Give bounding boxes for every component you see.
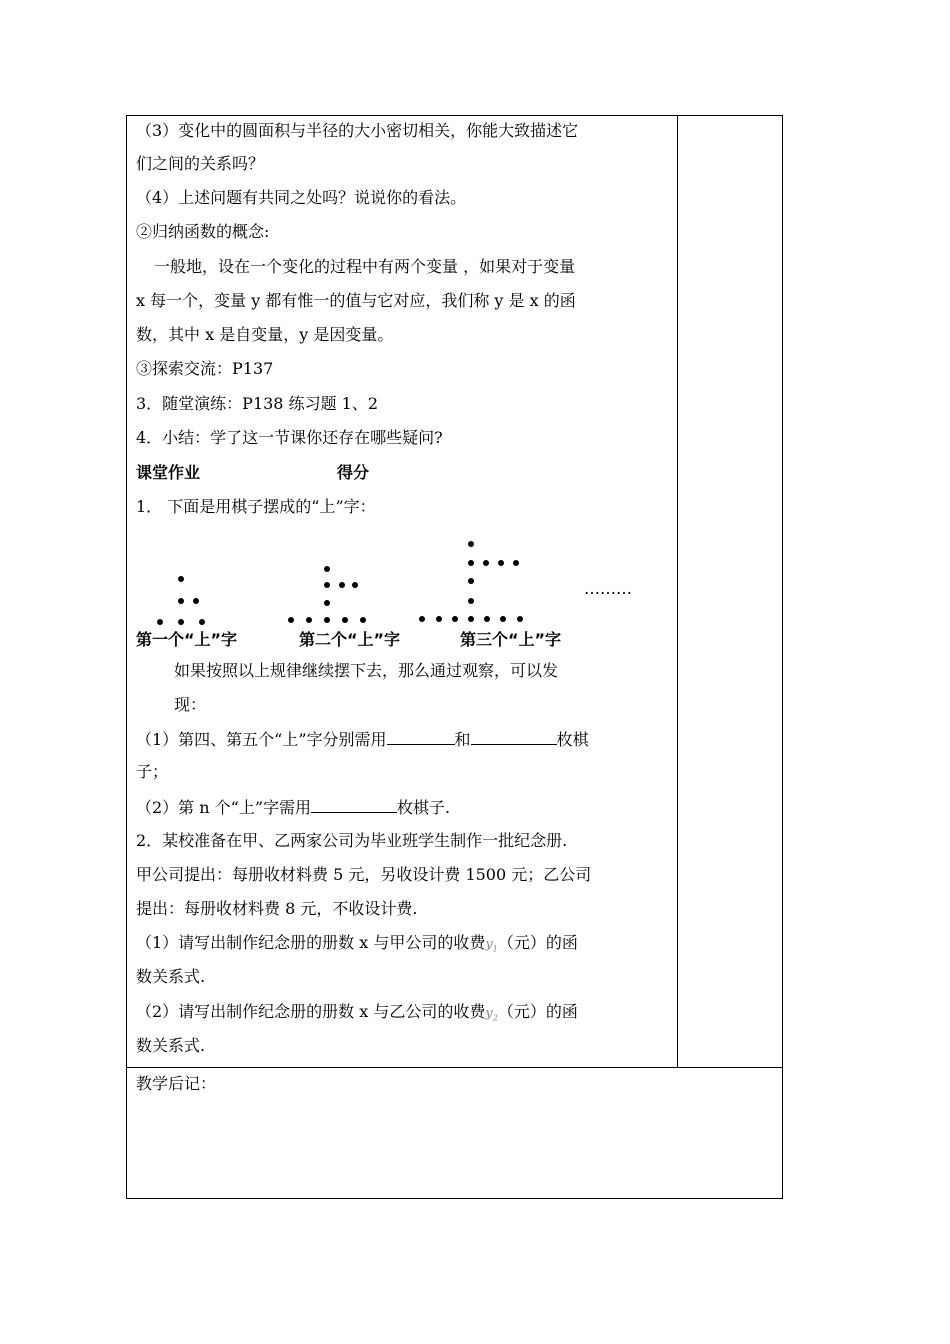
variable-y2: $y_2$ xyxy=(485,1006,498,1023)
teaching-postscript-label: 教学后记： xyxy=(136,1074,217,1093)
part-2-b: 数关系式. xyxy=(136,1036,206,1055)
chess-piece xyxy=(500,616,506,622)
chess-piece xyxy=(468,560,474,566)
chess-piece xyxy=(517,616,523,622)
chess-piece xyxy=(498,560,504,566)
chess-piece xyxy=(419,616,425,622)
exercise-1: 1． 下面是用棋子摆成的“上”字： xyxy=(136,497,376,516)
chess-piece xyxy=(484,616,490,622)
chess-piece xyxy=(288,617,294,623)
practice-line: 3．随堂演练：P138 练习题 1、2 xyxy=(136,394,379,413)
part-1-b: 数关系式. xyxy=(136,967,206,986)
chess-piece xyxy=(178,598,184,604)
summary-line: 4．小结：学了这一节课你还存在哪些疑问? xyxy=(136,428,443,447)
chess-piece xyxy=(339,582,345,588)
chess-piece xyxy=(468,541,474,547)
figure-label-2: 第二个“上”字 xyxy=(299,630,401,649)
lesson-table xyxy=(126,115,783,1199)
concept-title: ②归纳函数的概念: xyxy=(136,222,270,241)
chess-piece xyxy=(360,617,366,623)
homework-heading: 课堂作业 xyxy=(136,463,201,482)
chess-piece xyxy=(352,582,358,588)
observe-line-b: 现： xyxy=(174,695,207,714)
column-divider xyxy=(677,115,678,1068)
chess-piece xyxy=(468,616,474,622)
chess-piece xyxy=(199,619,205,625)
chess-piece xyxy=(468,598,474,604)
ellipsis: ……… xyxy=(584,579,632,598)
exercise-2-line-c: 提出：每册收材料费 8 元，不收设计费. xyxy=(136,899,418,918)
score-label: 得分 xyxy=(337,463,370,482)
question-1-b: 子； xyxy=(136,762,169,781)
exercise-2-line-b: 甲公司提出：每册收材料费 5 元，另收设计费 1500 元；乙公司 xyxy=(136,865,592,884)
question-2: （2）第 n 个“上”字需用 枚棋子. xyxy=(136,798,451,817)
part-1: （1）请写出制作纪念册的册数 x 与甲公司的收费$y_1$（元）的函 xyxy=(136,933,578,954)
figure-label-3: 第三个“上”字 xyxy=(460,630,562,649)
definition-line-b: x 每一个，变量 y 都有惟一的值与它对应，我们称 y 是 x 的函 xyxy=(136,291,576,310)
q4-line: （4）上述问题有共同之处吗？说说你的看法。 xyxy=(136,188,467,207)
variable-y1: $y_1$ xyxy=(485,937,498,954)
figure-label-1: 第一个“上”字 xyxy=(136,630,238,649)
chess-piece xyxy=(468,578,474,584)
chess-piece xyxy=(324,582,330,588)
part-2: （2）请写出制作纪念册的册数 x 与乙公司的收费$y_2$（元）的函 xyxy=(136,1002,578,1023)
chess-piece xyxy=(342,617,348,623)
chess-piece xyxy=(483,560,489,566)
answer-blank-5th[interactable] xyxy=(471,728,557,745)
exercise-2-line-a: 2．某校准备在甲、乙两家公司为毕业班学生制作一批纪念册. xyxy=(136,831,568,850)
chess-piece xyxy=(324,600,330,606)
chess-piece xyxy=(324,566,330,572)
q3-line-b: 们之间的关系吗？ xyxy=(136,154,265,173)
chess-piece xyxy=(513,560,519,566)
explore-line: ③探索交流：P137 xyxy=(136,359,274,378)
chess-piece xyxy=(178,619,184,625)
chess-piece xyxy=(324,617,330,623)
q3-line-a: （3）变化中的圆面积与半径的大小密切相关，你能大致描述它 xyxy=(136,121,579,140)
chess-piece xyxy=(193,598,199,604)
chess-piece xyxy=(436,616,442,622)
observe-line-a: 如果按照以上规律继续摆下去，那么通过观察，可以发 xyxy=(174,661,559,680)
row-divider xyxy=(126,1067,783,1068)
definition-line-c: 数，其中 x 是自变量，y 是因变量。 xyxy=(136,325,394,344)
chess-piece xyxy=(306,617,312,623)
answer-blank-4th[interactable] xyxy=(387,728,455,745)
answer-blank-nth[interactable] xyxy=(311,796,397,813)
chess-piece xyxy=(157,619,163,625)
chess-piece xyxy=(178,576,184,582)
question-1: （1）第四、第五个“上”字分别需用 和 枚棋 xyxy=(136,730,589,749)
chess-piece xyxy=(452,616,458,622)
definition-line-a: 一般地，设在一个变化的过程中有两个变量 ，如果对于变量 xyxy=(154,257,576,276)
